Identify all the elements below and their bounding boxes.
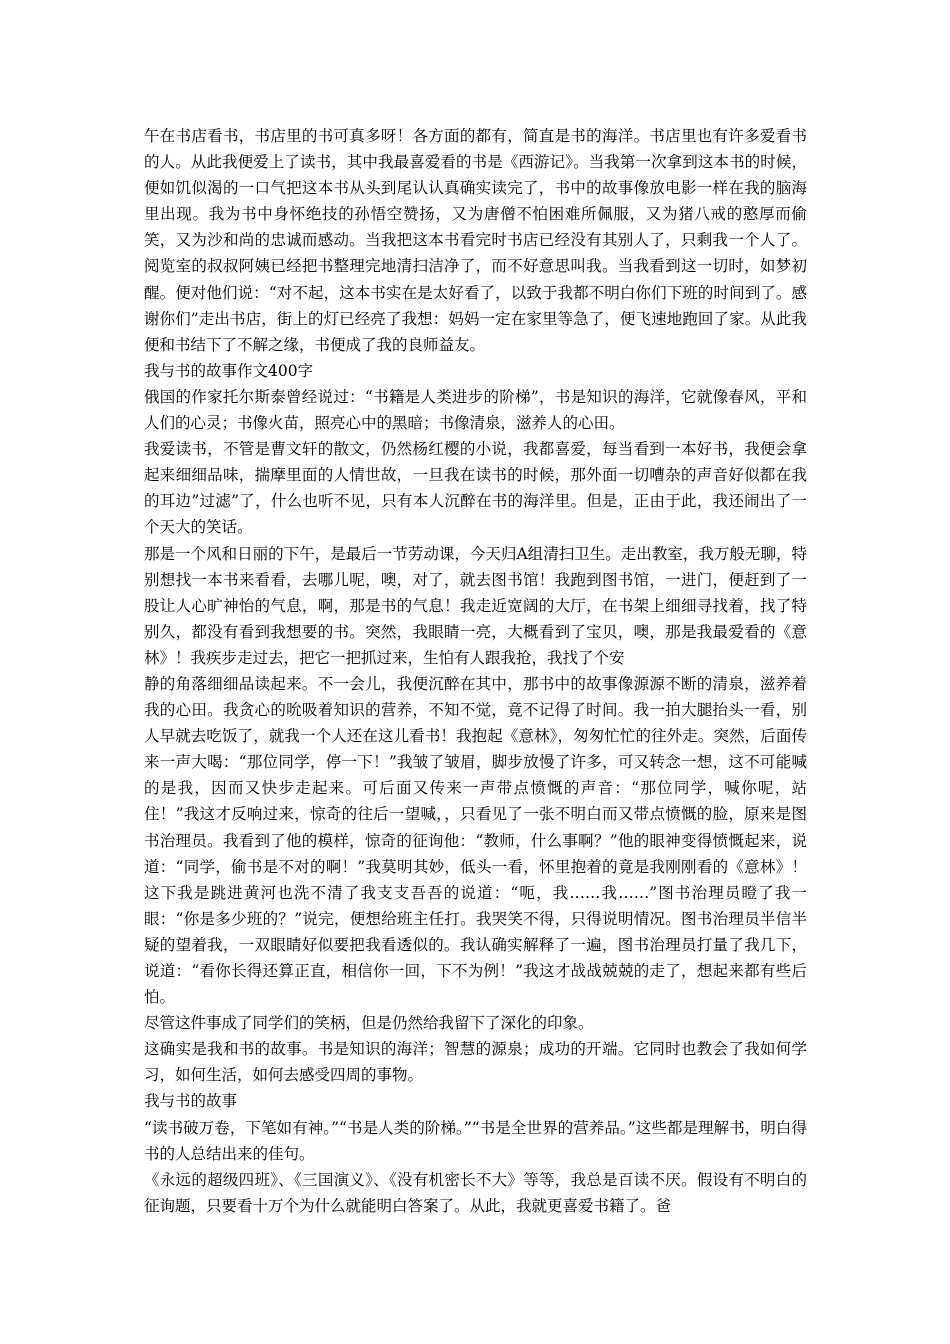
paragraph: 静的角落细细品读起来。不一会儿，我便沉醉在其中，那书中的故事像源源不断的清泉，滋养着我的心田。我贪心的吮吸着知识的营养，不知不觉，竟不记得了时间。我一拍大腿抬头一看，别人早就去吃饭了，就我一个人还在这儿看书！我抱起《意林》，匆匆忙忙的往外走。突然，后面传来一声大喝：“那位同学，停一下！”我皱了皱眉，脚步放慢了许多，可又转念一想，这不可能喊的是我，因而又快步走起来。可后面又传来一声带点愤慨的声音：“那位同学，喊你呢，站住！”我这才反响过来，惊奇的往后一望喊，，只看见了一张不明白而又带点愤慨的脸，原来是图书治理员。我看到了他的模样，惊奇的征询他：“教师，什么事啊？”他的眼神变得愤慨起来，说道：“同学，偷书是不对的啊！”我莫明其妙，低头一看，怀里抱着的竟是我刚刚看的《意林》！这下我是跳进黄河也洗不清了我支支吾吾的说道：“呃，我……我……”图书治理员瞪了我一眼：“你是多少班的？”说完，便想给班主任打。我哭笑不得，只得说明情况。图书治理员半信半疑的望着我，一双眼睛好似要把我看透似的。我认确实解释了一遍，图书治理员打量了我几下，说道：“看你长得还算正直，相信你一回，下不为例！”我这才战战兢兢的走了，想起来都有些后怕。 [144, 674, 807, 1007]
paragraph: “读书破万卷，下笔如有神。”“书是人类的阶梯。”“书是全世界的营养品。”这些都是理解书，明白得书的人总结出来的佳句。 [144, 1118, 807, 1163]
document-page [144, 123, 807, 1219]
section-heading: 我与书的故事 [144, 1092, 238, 1111]
paragraph: 尽管这件事成了同学们的笑柄，但是仍然给我留下了深化的印象。 [144, 1014, 594, 1033]
paragraph: 我爱读书，不管是曹文轩的散文，仍然杨红樱的小说，我都喜爱，每当看到一本好书，我便会拿起来细细品味，揣摩里面的人情世故，一旦我在读书的时候，那外面一切嘈杂的声音好似都在我的耳边”过滤”了，什么也听不见，只有本人沉醉在书的海洋里。但是，正由于此，我还闹出了一个天大的笑话。 [144, 440, 807, 537]
paragraph-continuation: 午在书店看书，书店里的书可真多呀！各方面的都有，简直是书的海洋。书店里也有许多爱看书的人。从此我便爱上了读书，其中我最喜爱看的书是《西游记》。当我第一次拿到这本书的时候，便如饥似渴的一口气把这本书从头到尾认认真确实读完了，书中的故事像放电影一样在我的脑海里出现。我为书中身怀绝技的孙悟空赞扬，又为唐僧不怕困难所佩服，又为猪八戒的憨厚而偷笑，又为沙和尚的忠诚而感动。当我把这本书看完时书店已经没有其别人了，只剩我一个人了。阅览室的叔叔阿姨已经把书整理完地清扫洁净了，而不好意思叫我。当我看到这一切时，如梦初醒。便对他们说：“对不起，这本书实在是太好看了，以致于我都不明白你们下班的时间到了。感谢你们”走出书店，街上的灯已经亮了我想：妈妈一定在家里等急了，便飞速地跑回了家。从此我便和书结下了不解之缘，书便成了我的良师益友。 [144, 127, 807, 354]
paragraph: 《永远的超级四班》、《三国演义》、《没有机密长不大》等等，我总是百读不厌。假设有不明白的征询题，只要看十万个为什么就能明白答案了。从此，我就更喜爱书籍了。爸 [144, 1170, 807, 1215]
paragraph: 那是一个风和日丽的下午，是最后一节劳动课，今天归A组清扫卫生。走出教室，我万般无聊，特别想找一本书来看看，去哪儿呢，噢，对了，就去图书馆！我跑到图书馆，一进门，便赶到了一股让人心旷神怡的气息，啊，那是书的气息！我走近宽阔的大厅，在书架上细细寻找着，找了特别久，都没有看到我想要的书。突然，我眼睛一亮，大概看到了宝贝，噢，那是我最爱看的《意林》！我疾步走过去，把它一把抓过来，生怕有人跟我抢，我找了个安 [144, 544, 807, 667]
paragraph: 俄国的作家托尔斯泰曾经说过：“书籍是人类进步的阶梯”，书是知识的海洋，它就像春风，平和人们的心灵；书像火苗，照亮心中的黑暗；书像清泉，滋养人的心田。 [144, 387, 807, 433]
paragraph: 这确实是我和书的故事。书是知识的海洋；智慧的源泉；成功的开端。它同时也教会了我如何学习，如何生活，如何去感受四周的事物。 [144, 1040, 807, 1085]
section-heading: 我与书的故事作文400字 [144, 361, 314, 380]
